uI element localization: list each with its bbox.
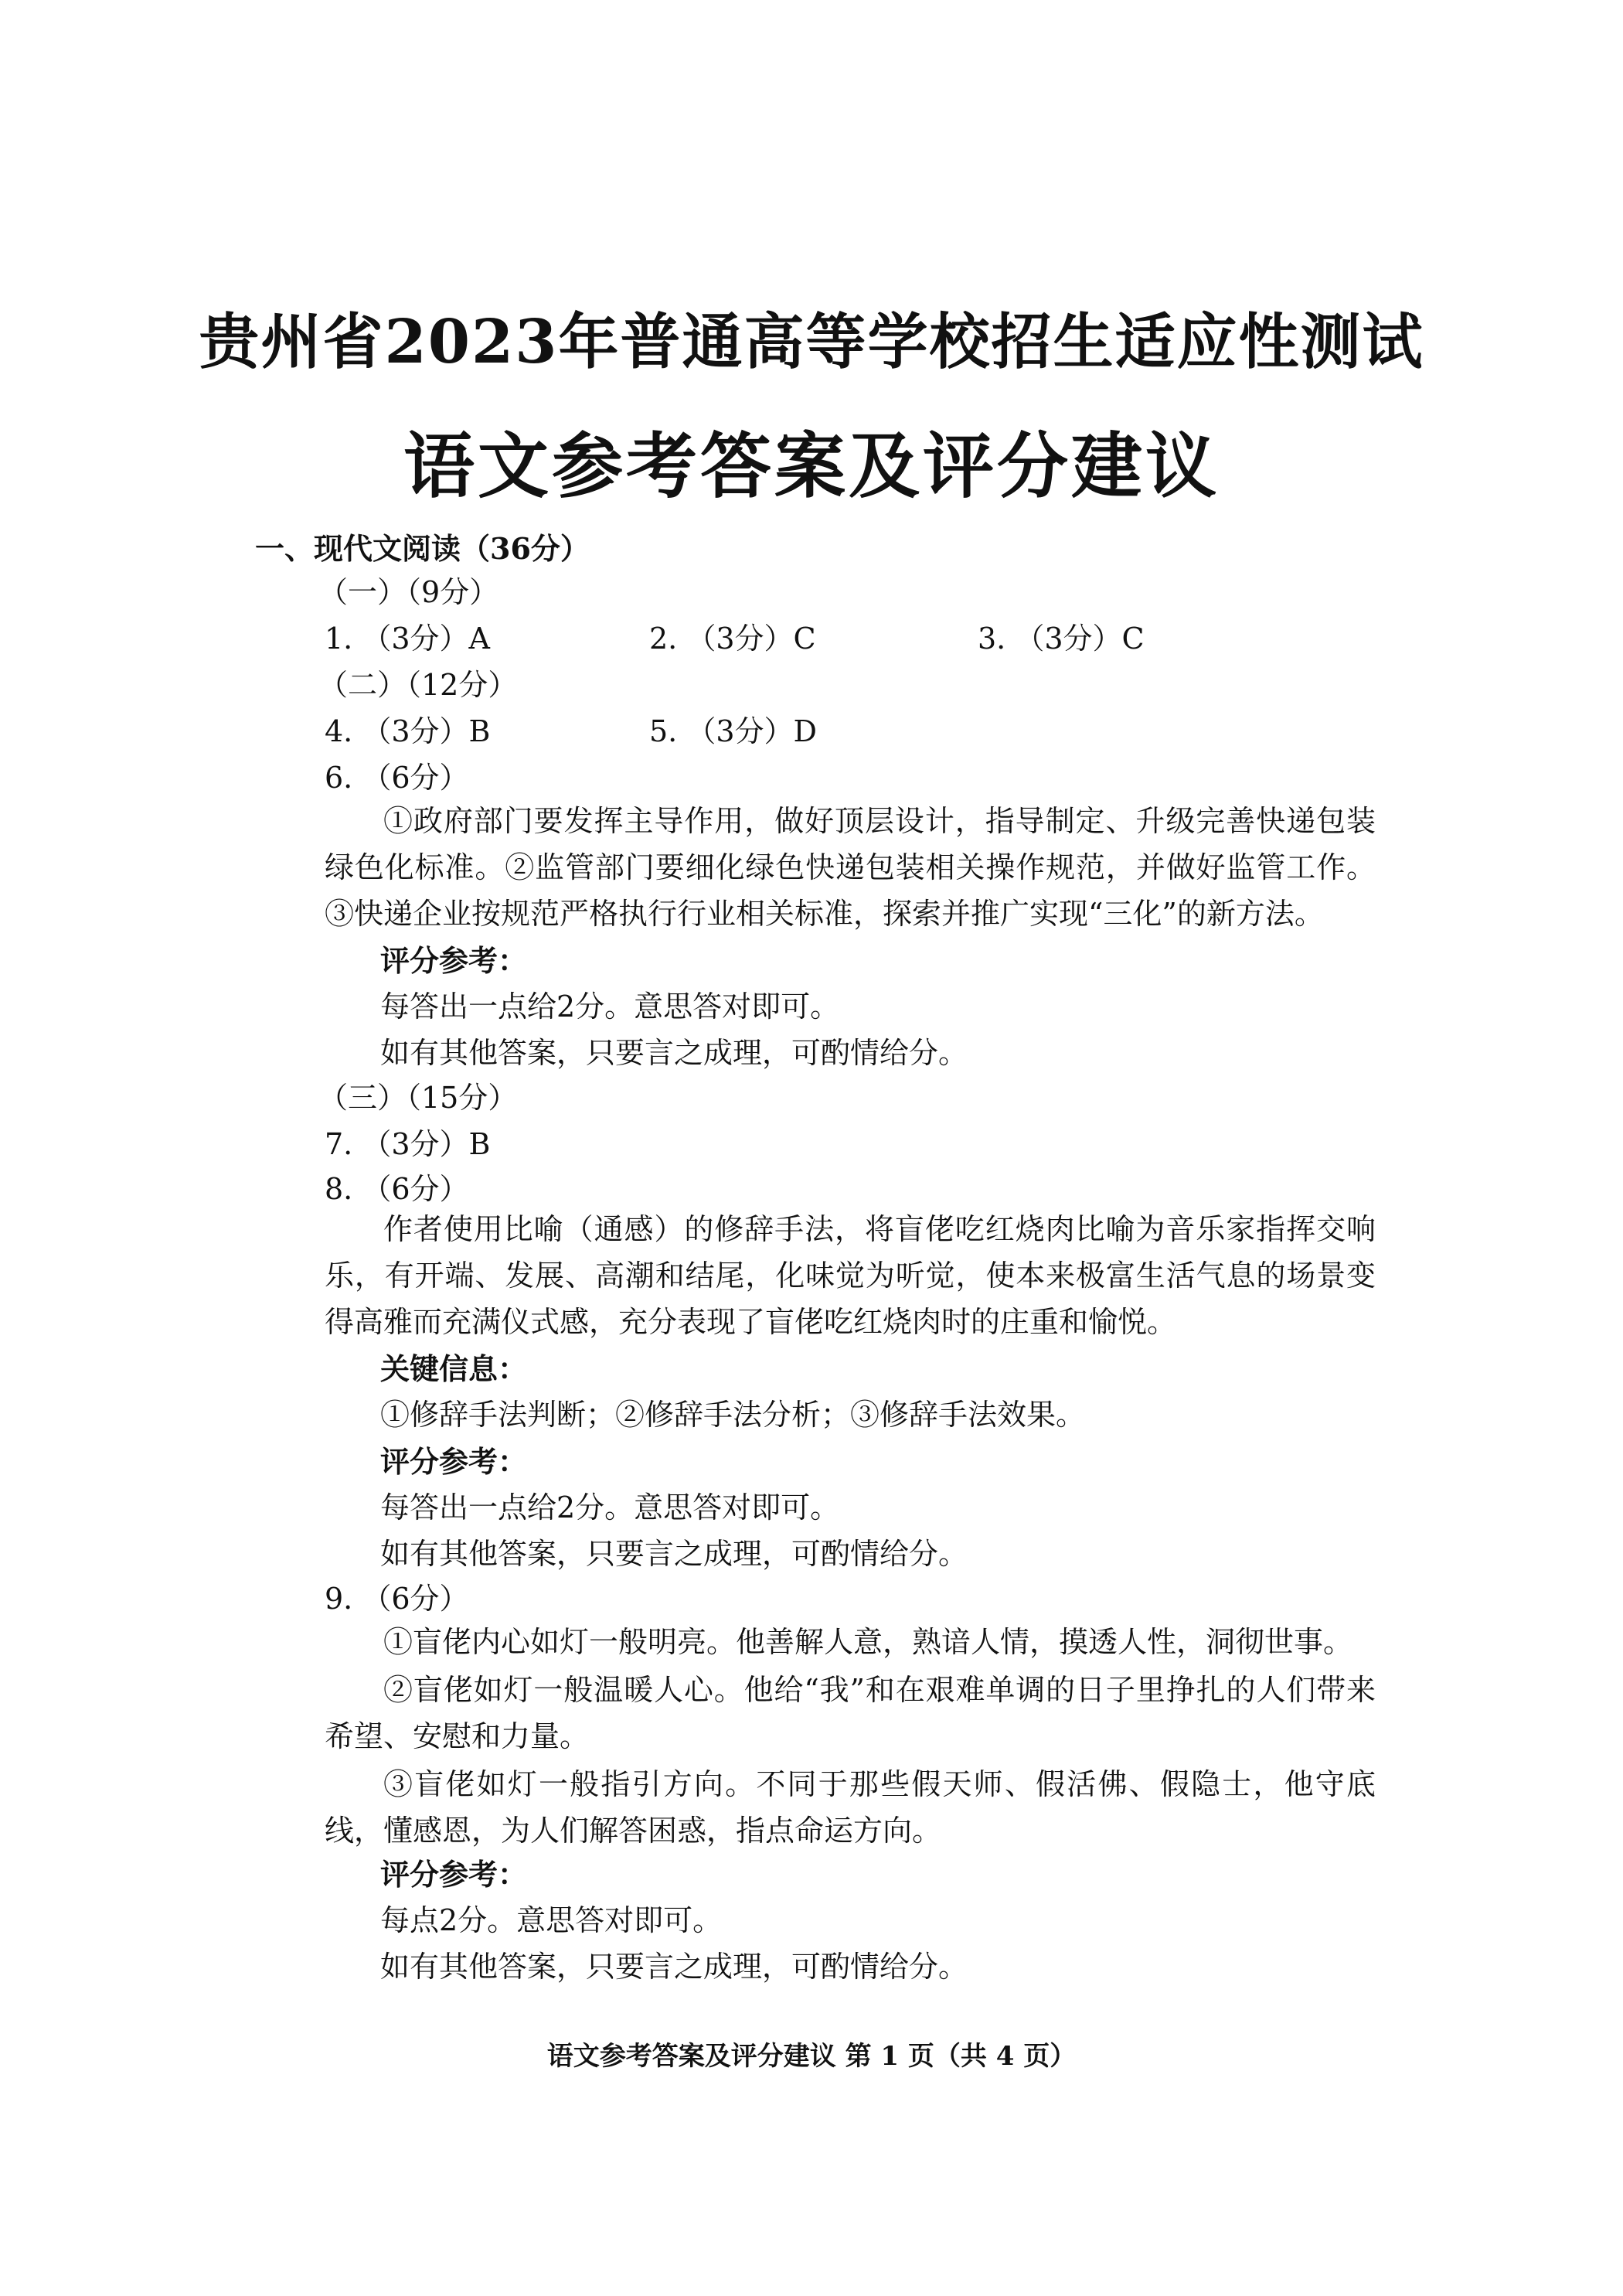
q6-scoring-label: 评分参考： <box>380 943 528 978</box>
exam-title: 贵州省2023年普通高等学校招生适应性测试 <box>199 307 1424 377</box>
q8-scoring-note: 如有其他答案，只要言之成理，可酌情给分。 <box>380 1537 968 1571</box>
answer-q7: 7. （3分）B <box>325 1127 491 1161</box>
page-footer: 语文参考答案及评分建议 第 1 页（共 4 页） <box>546 2041 1077 2072</box>
q9-scoring-note: 如有其他答案，只要言之成理，可酌情给分。 <box>380 1950 968 1984</box>
answer-q2: 2. （3分）C <box>649 622 816 656</box>
q8-answer-text: 作者使用比喻（通感）的修辞手法，将盲佬吃红烧肉比喻为音乐家指挥交响乐，有开端、发展、高潮和结尾，化味觉为听觉，使本来极富生活气息的场景变得高雅而充满仪式感，充分表现了盲佬吃红烧肉时的庄重和愉悦。 <box>325 1212 1376 1339</box>
part3-label: （三）（15分） <box>318 1081 518 1115</box>
section-heading: 一、现代文阅读（36分） <box>255 531 590 566</box>
answer-q1: 1. （3分）A <box>325 622 490 656</box>
part1-label: （一）（9分） <box>318 575 499 609</box>
answer-q9: 9. （6分） <box>325 1582 469 1616</box>
q9-point-3: ③盲佬如灯一般指引方向。不同于那些假天师、假活佛、假隐士，他守底线，懂感恩，为人们解答困惑，指点命运方向。 <box>325 1767 1376 1848</box>
q6-answer-text: ①政府部门要发挥主导作用，做好顶层设计，指导制定、升级完善快递包装绿色化标准。②监管部门要细化绿色快递包装相关操作规范，并做好监管工作。③快递企业按规范严格执行行业相关标准，探索并推广实现“三化”的新方法。 <box>325 804 1376 931</box>
part2-label: （二）（12分） <box>318 668 518 702</box>
q8-scoring-label: 评分参考： <box>380 1444 528 1479</box>
q6-scoring-rule: 每答出一点给2分。意思答对即可。 <box>380 990 840 1024</box>
answer-q5: 5. （3分）D <box>649 714 817 748</box>
answer-q4: 4. （3分）B <box>325 714 491 748</box>
answer-q6: 6. （6分） <box>325 761 469 795</box>
q8-key-label: 关键信息： <box>380 1351 528 1386</box>
q9-scoring-rule: 每点2分。意思答对即可。 <box>380 1903 723 1937</box>
answer-q3: 3. （3分）C <box>978 622 1145 656</box>
q8-scoring-rule: 每答出一点给2分。意思答对即可。 <box>380 1490 840 1524</box>
answer-q8: 8. （6分） <box>325 1172 469 1206</box>
q9-scoring-label: 评分参考： <box>380 1857 528 1892</box>
q6-scoring-note: 如有其他答案，只要言之成理，可酌情给分。 <box>380 1036 968 1070</box>
q8-key-points: ①修辞手法判断；②修辞手法分析；③修辞手法效果。 <box>380 1398 1086 1432</box>
document-title: 语文参考答案及评分建议 <box>403 424 1220 508</box>
q9-point-2: ②盲佬如灯一般温暖人心。他给“我”和在艰难单调的日子里挣扎的人们带来希望、安慰和力量。 <box>325 1673 1376 1753</box>
q9-point-1: ①盲佬内心如灯一般明亮。他善解人意，熟谙人情，摸透人性，洞彻世事。 <box>383 1625 1353 1659</box>
